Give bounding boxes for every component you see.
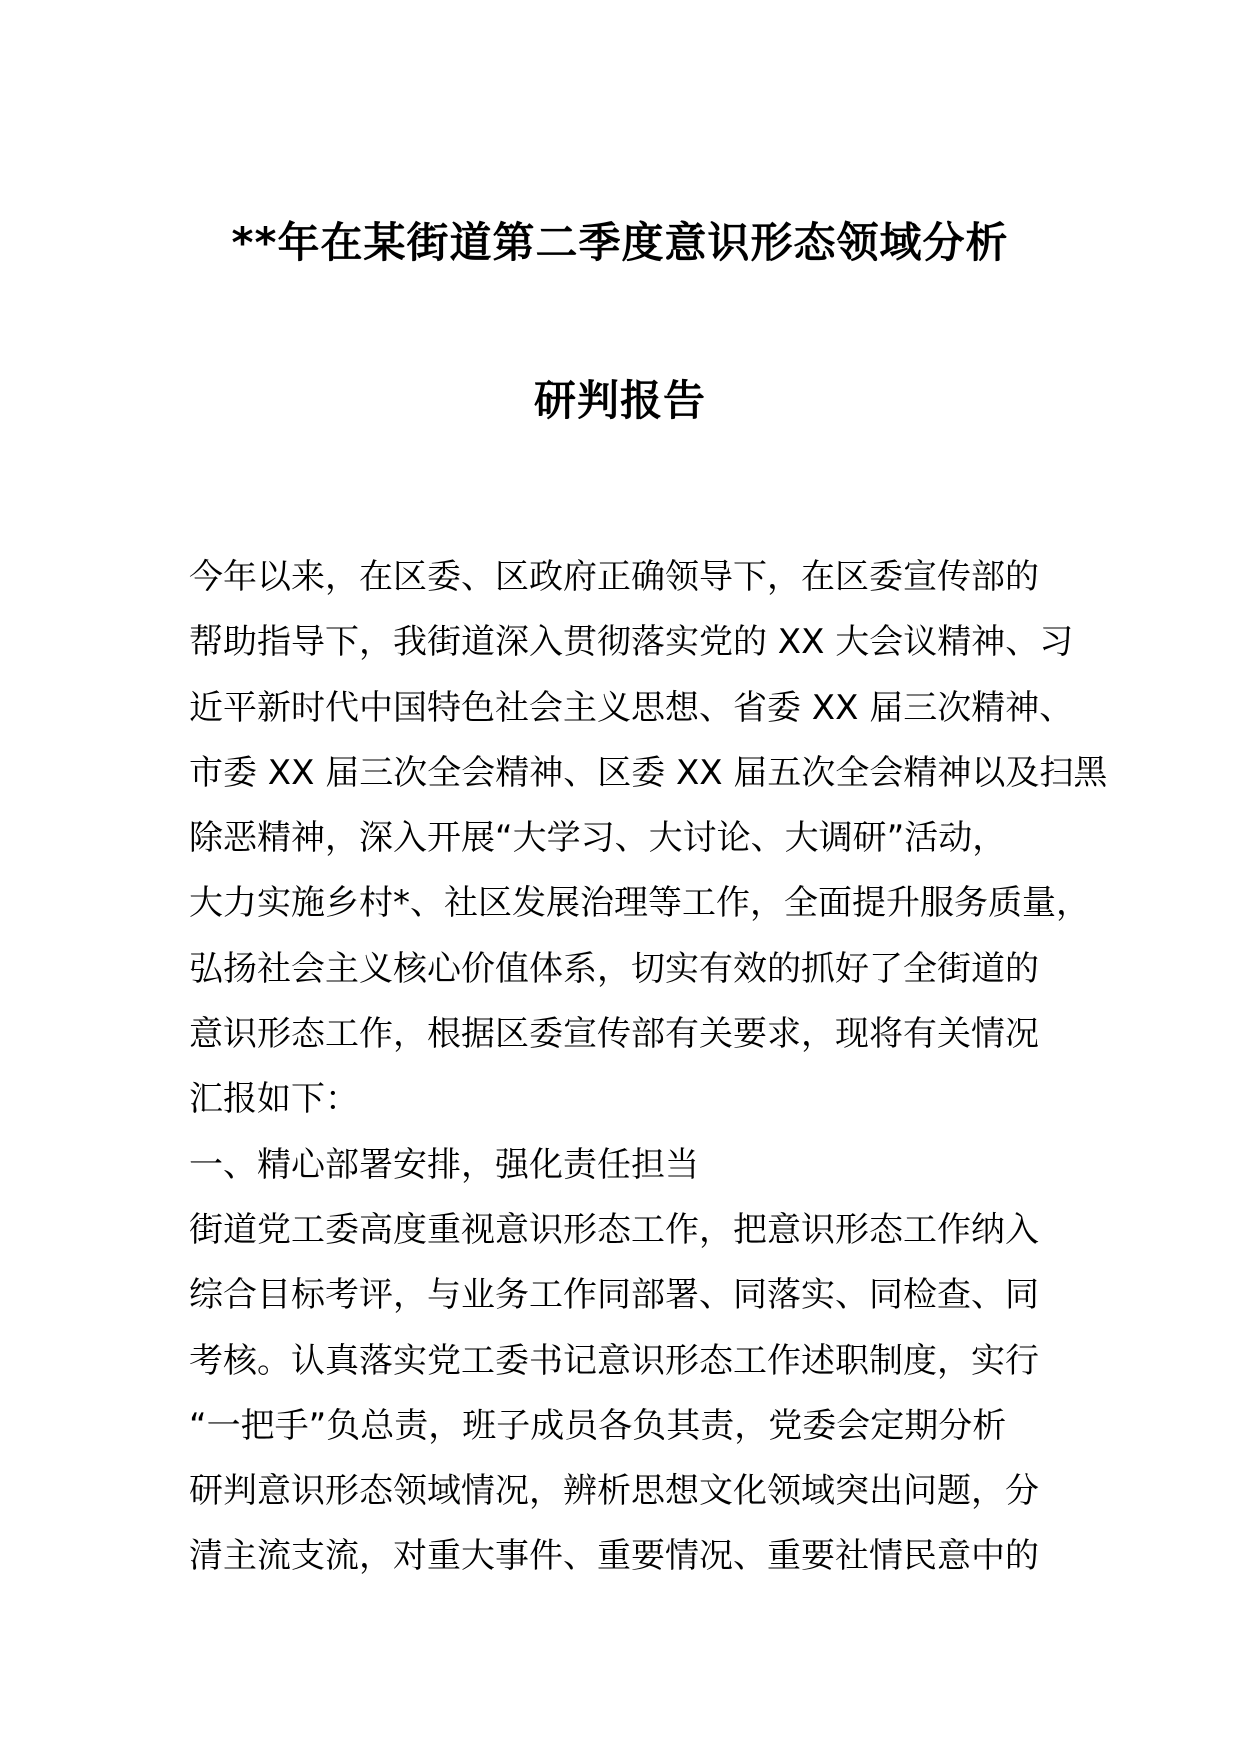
body-line: 今年以来，在区委、区政府正确领导下，在区委宣传部的 — [189, 557, 1039, 597]
body-line: 研判意识形态领域情况，辨析思想文化领域突出问题，分 — [189, 1471, 1039, 1512]
body-line: 汇报如下： — [189, 1079, 359, 1120]
document-title-line-1: **年在某街道第二季度意识形态领域分析 — [231, 218, 1009, 267]
body-line: 综合目标考评，与业务工作同部署、同落实、同检查、同 — [189, 1275, 1039, 1316]
body-line: 意识形态工作，根据区委宣传部有关要求，现将有关情况 — [189, 1014, 1039, 1055]
body-line: 市委 XX 届三次全会精神、区委 XX 届五次全会精神以及扫黑 — [189, 752, 1108, 793]
body-line: 街道党工委高度重视意识形态工作，把意识形态工作纳入 — [189, 1209, 1039, 1250]
section-heading: 一、精心部署安排，强化责任担当 — [189, 1144, 699, 1185]
body-line: 弘扬社会主义核心价值体系，切实有效的抓好了全街道的 — [189, 948, 1039, 989]
body-line: 帮助指导下，我街道深入贯彻落实党的 XX 大会议精神、习 — [189, 622, 1074, 663]
body-line: 考核。认真落实党工委书记意识形态工作述职制度，实行 — [189, 1340, 1039, 1381]
document-body — [189, 548, 1149, 1593]
body-line: 清主流支流，对重大事件、重要情况、重要社情民意中的 — [189, 1536, 1039, 1577]
body-line: 近平新时代中国特色社会主义思想、省委 XX 届三次精神、 — [189, 687, 1074, 728]
body-line: 除恶精神，深入开展“大学习、大讨论、大调研”活动， — [189, 818, 1007, 859]
body-line: 大力实施乡村*、社区发展治理等工作，全面提升服务质量， — [189, 883, 1090, 924]
body-line: “一把手”负总责，班子成员各负其责，党委会定期分析 — [189, 1405, 1007, 1446]
document-title-line-2: 研判报告 — [533, 376, 706, 425]
